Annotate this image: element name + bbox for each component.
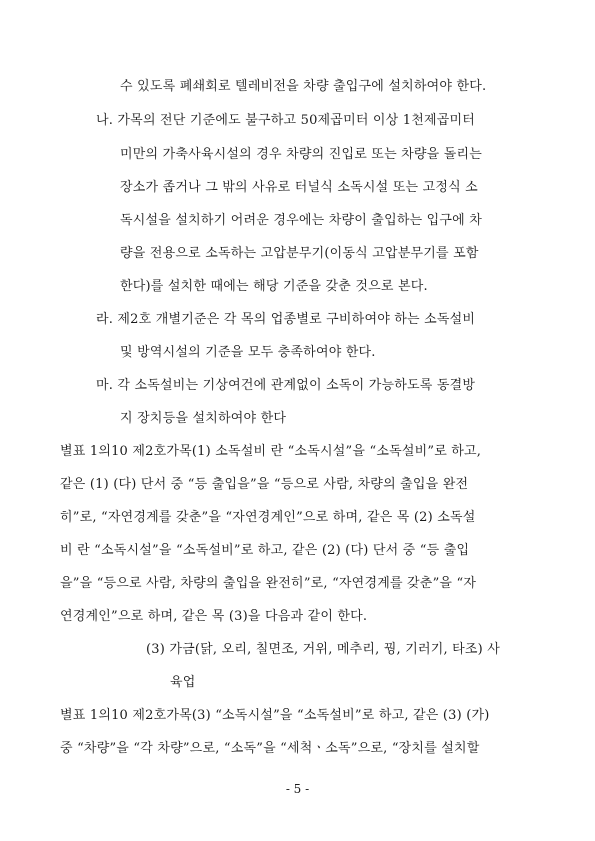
text-line: (3) 가금(닭, 오리, 칠면조, 거위, 메추리, 꿩, 기러기, 타조) 사 xyxy=(146,642,501,657)
text-line: 수 있도록 폐쇄회로 텔레비전을 차량 출입구에 설치하여야 한다. xyxy=(120,79,487,94)
text-line: 연경계인”으로 하며, 같은 목 (3)을 다음과 같이 한다. xyxy=(60,609,368,624)
text-line: 히”로, “자연경계를 갖춘”을 “자연경계인”으로 하며, 같은 목 (2) 소독설 xyxy=(60,510,476,525)
text-line: 같은 (1) (다) 단서 중 “등 출입을”을 “등으로 사람, 차량의 출입을 완전 xyxy=(60,477,469,492)
text-line: 독시설을 설치하기 어려운 경우에는 차량이 출입하는 입구에 차 xyxy=(120,213,483,228)
text-line: 마. 각 소독설비는 기상여건에 관계없이 소독이 가능하도록 동결방 xyxy=(96,378,476,393)
text-line: 별표 1의10 제2호가목(1) 소독설비 란 “소독시설”을 “소독설비”로 하고, xyxy=(60,444,482,459)
text-line: 지 장치등을 설치하여야 한다 xyxy=(120,411,287,426)
text-line: 및 방역시설의 기준을 모두 충족하여야 한다. xyxy=(120,345,376,360)
text-line: 미만의 가축사육시설의 경우 차량의 진입로 또는 차량을 돌리는 xyxy=(120,147,483,162)
text-line: 중 “차량”을 “각 차량”으로, “소독”을 “세척ㆍ소독”으로, “장치를 설치할 xyxy=(60,741,480,756)
text-line: 비 란 “소독시설”을 “소독설비”로 하고, 같은 (2) (다) 단서 중 “등 출입 xyxy=(60,543,470,558)
text-line: 라. 제2호 개별기준은 각 목의 업종별로 구비하여야 하는 소독설비 xyxy=(96,312,476,327)
text-line: 을”을 “등으로 사람, 차량의 출입을 완전히”로, “자연경계를 갖춘”을 “자 xyxy=(60,576,477,591)
text-line: 별표 1의10 제2호가목(3) “소독시설”을 “소독설비”로 하고, 같은 (3) (가) xyxy=(60,708,490,723)
page-number: - 5 - xyxy=(285,782,310,796)
text-line: 나. 가목의 전단 기준에도 불구하고 50제곱미터 이상 1천제곱미터 xyxy=(96,113,476,128)
text-line: 량을 전용으로 소독하는 고압분무기(이동식 고압분무기를 포함 xyxy=(120,246,479,261)
text-line: 육업 xyxy=(170,675,196,690)
text-line: 한다)를 설치한 때에는 해당 기준을 갖춘 것으로 본다. xyxy=(120,279,428,294)
text-line: 장소가 좁거나 그 밖의 사유로 터널식 소독시설 또는 고정식 소 xyxy=(120,180,478,195)
